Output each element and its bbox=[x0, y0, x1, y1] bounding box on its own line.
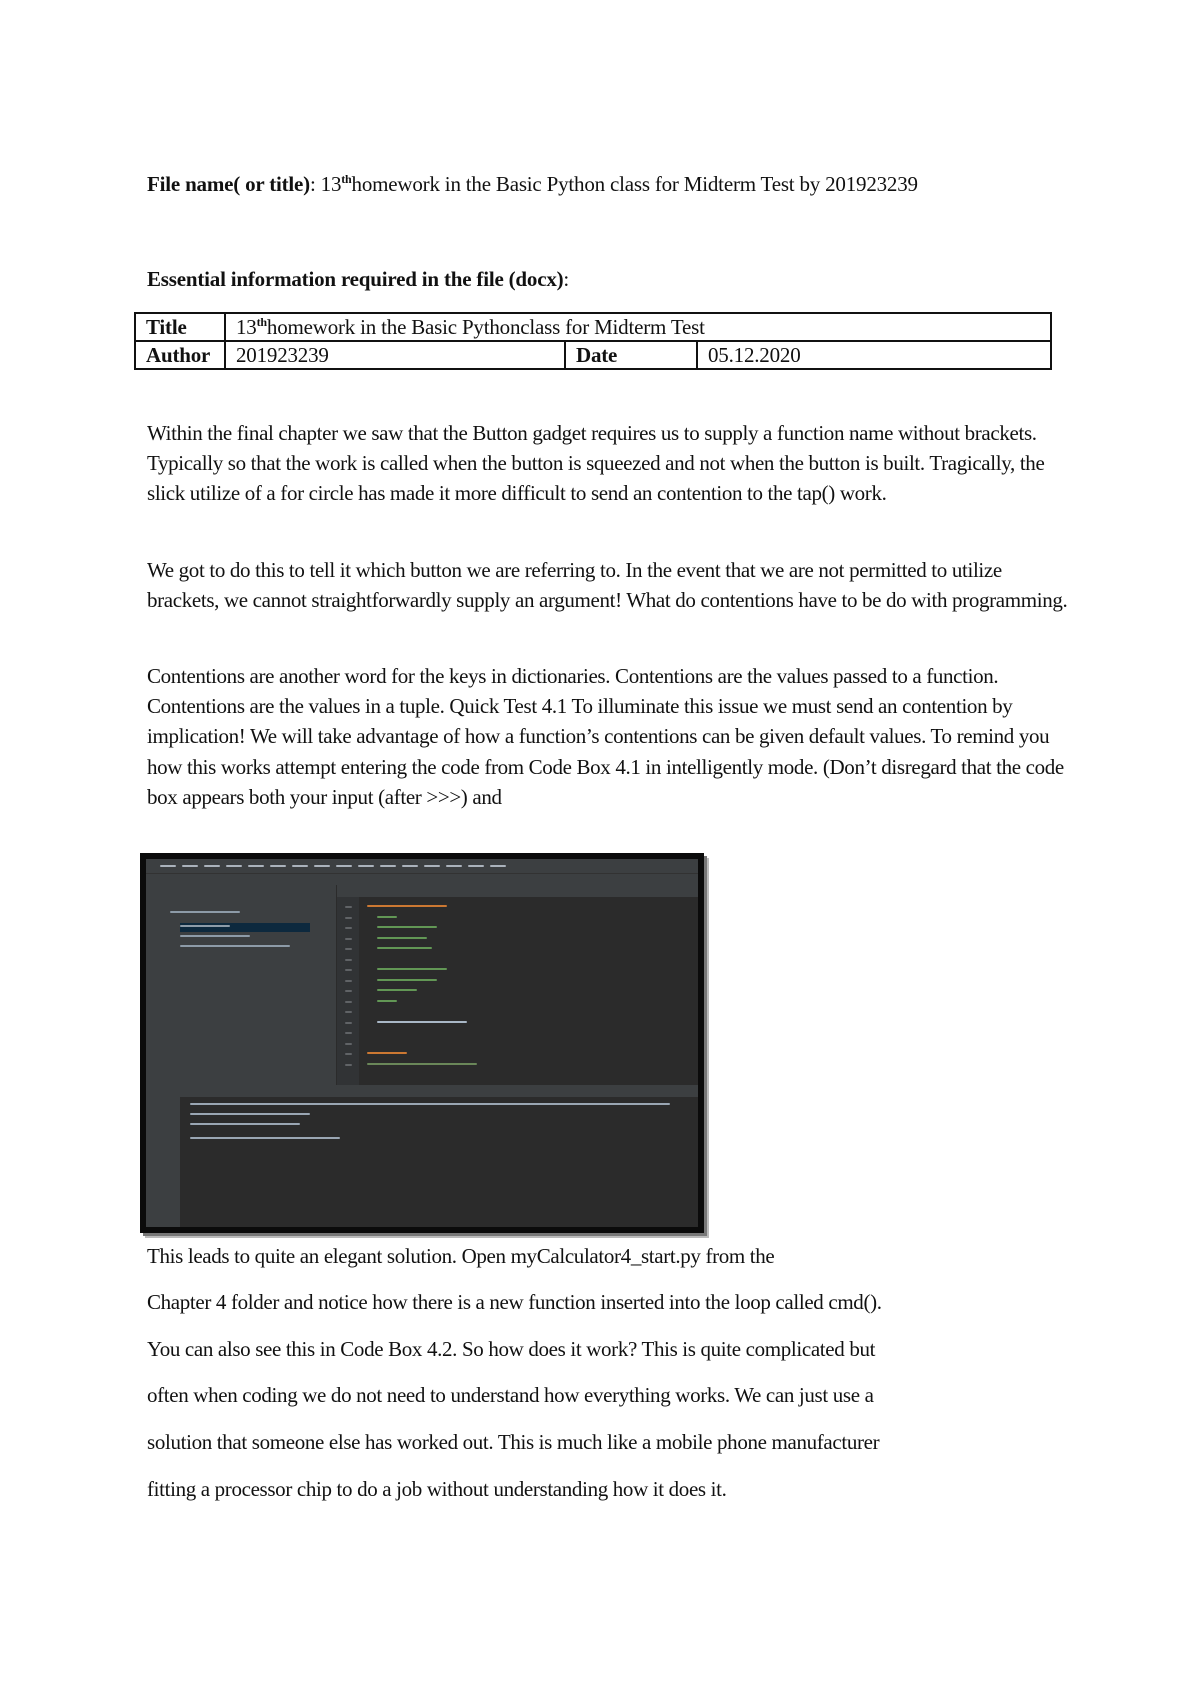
file-name-label: File name( or title) bbox=[147, 172, 310, 196]
ide-run-tab bbox=[146, 1087, 698, 1097]
closing-line-4: often when coding we do not need to understand how everything works. We can just use a bbox=[147, 1383, 874, 1407]
title-label-cell: Title bbox=[135, 313, 225, 341]
title-value-superscript: th bbox=[256, 314, 267, 329]
ide-menu-item bbox=[226, 865, 242, 867]
paragraph-3: Contentions are another word for the keys in dictionaries. Contentions are the values passed to a function. Contentions are the values in a tuple. Quick Test 4.1 To illuminate this issue we must send an contention by implication! We will take advantage of how a function’s contentions can be given default values. To remind you how this works attempt entering the code from Code Box 4.1 in intelligently mode. (Don’t disregard that the code box appears both your input (after >>>) and bbox=[147, 664, 1064, 809]
ide-menu-item bbox=[468, 865, 484, 867]
ide-menu-item bbox=[182, 865, 198, 867]
ide-code-line bbox=[377, 926, 437, 928]
essential-info-colon: : bbox=[563, 267, 570, 291]
ide-menu-item bbox=[314, 865, 330, 867]
table-row bbox=[135, 341, 1051, 369]
closing-line-1: This leads to quite an elegant solution. Open myCalculator4_start.py from the bbox=[147, 1244, 775, 1268]
ide-line-number bbox=[345, 906, 352, 908]
ide-line-number bbox=[345, 927, 352, 929]
ide-menu-item bbox=[402, 865, 418, 867]
ide-code-line bbox=[367, 1052, 407, 1054]
ide-run-sidebar bbox=[146, 1097, 180, 1227]
ide-menu-item bbox=[336, 865, 352, 867]
file-name-value: homework in the Basic Python class for Midterm Test by 201923239 bbox=[351, 172, 918, 196]
ide-tree-item bbox=[180, 925, 230, 927]
ide-line-number bbox=[345, 1064, 352, 1066]
title-value-text: homework in the Basic Pythonclass for Midterm Test bbox=[266, 314, 705, 339]
ide-console-line bbox=[190, 1123, 300, 1125]
ide-editor bbox=[337, 885, 698, 1085]
ide-code-line bbox=[377, 989, 417, 991]
ide-code-line bbox=[377, 916, 397, 918]
ide-line-number bbox=[345, 969, 352, 971]
ide-code-line bbox=[377, 1021, 467, 1023]
ide-line-number bbox=[345, 948, 352, 950]
ide-line-number bbox=[345, 980, 352, 982]
ide-menu-item bbox=[270, 865, 286, 867]
ide-code-line bbox=[367, 1063, 477, 1065]
ide-code-line bbox=[377, 1000, 397, 1002]
ide-menu-item bbox=[358, 865, 374, 867]
ide-menu-item bbox=[248, 865, 264, 867]
essential-info-heading bbox=[147, 267, 569, 292]
ide-tree-item bbox=[180, 945, 290, 947]
closing-line-6: fitting a processor chip to do a job without understanding how it does it. bbox=[147, 1477, 727, 1501]
ide-tree-item bbox=[180, 935, 250, 937]
ide-line-number bbox=[345, 1043, 352, 1045]
ide-menu-item bbox=[490, 865, 506, 867]
closing-line-2: Chapter 4 folder and notice how there is a new function inserted into the loop called cmd(). bbox=[147, 1290, 882, 1314]
ide-menu-item bbox=[204, 865, 220, 867]
ide-line-number bbox=[345, 1001, 352, 1003]
file-name-superscript: th bbox=[341, 172, 352, 186]
author-value-cell: 201923239 bbox=[225, 341, 565, 369]
date-value-cell: 05.12.2020 bbox=[697, 341, 1051, 369]
date-label-cell: Date bbox=[565, 341, 697, 369]
ide-line-number bbox=[345, 959, 352, 961]
ide-line-number bbox=[345, 1053, 352, 1055]
ide-menu-item bbox=[380, 865, 396, 867]
ide-line-number bbox=[345, 1011, 352, 1013]
file-name-colon: : bbox=[309, 172, 321, 196]
ide-run-panel bbox=[146, 1085, 698, 1227]
file-name-number: 13 bbox=[320, 172, 342, 196]
title-value-number: 13 bbox=[236, 314, 257, 339]
ide-line-number bbox=[345, 938, 352, 940]
paragraph-2: We got to do this to tell it which button we are referring to. In the event that we are not permitted to utilize brackets, we cannot straightforwardly supply an argument! What do contentions have to be do with programming. bbox=[147, 558, 1068, 613]
file-name-line bbox=[147, 172, 918, 197]
essential-info-label: Essential information required in the file (docx) bbox=[147, 267, 564, 291]
metadata-table bbox=[134, 312, 1052, 370]
ide-menu-item bbox=[446, 865, 462, 867]
ide-code-line bbox=[377, 968, 447, 970]
ide-screenshot-image bbox=[140, 853, 704, 1233]
ide-line-number bbox=[345, 1032, 352, 1034]
ide-line-number bbox=[345, 1022, 352, 1024]
ide-console-line bbox=[190, 1103, 670, 1105]
ide-line-number bbox=[345, 917, 352, 919]
ide-tree-item bbox=[170, 911, 240, 913]
ide-code-line bbox=[377, 937, 427, 939]
ide-project-panel bbox=[156, 885, 337, 1085]
paragraph-1: Within the final chapter we saw that the Button gadget requires us to supply a function name without brackets. Typically so that the work is called when the button is squeezed and not when the button is built. Tragically, the slick utilize of a for circle has made it more difficult to send an contention to the tap() work. bbox=[147, 421, 1045, 506]
table-row bbox=[135, 313, 1051, 341]
ide-console-line bbox=[190, 1113, 310, 1115]
author-label-cell: Author bbox=[135, 341, 225, 369]
ide-console-line bbox=[190, 1137, 340, 1139]
closing-line-5: solution that someone else has worked out. This is much like a mobile phone manufacturer bbox=[147, 1430, 880, 1454]
ide-editor-tabs bbox=[337, 885, 698, 897]
ide-menu-item bbox=[292, 865, 308, 867]
ide-code-line bbox=[377, 947, 432, 949]
ide-code-line bbox=[367, 905, 447, 907]
ide-code-line bbox=[377, 979, 437, 981]
ide-menubar bbox=[146, 859, 698, 873]
ide-line-number bbox=[345, 990, 352, 992]
ide-menu-item bbox=[160, 865, 176, 867]
title-value-cell bbox=[225, 313, 1051, 341]
ide-menu-item bbox=[424, 865, 440, 867]
closing-line-3: You can also see this in Code Box 4.2. So how does it work? This is quite complicated but bbox=[147, 1337, 876, 1361]
